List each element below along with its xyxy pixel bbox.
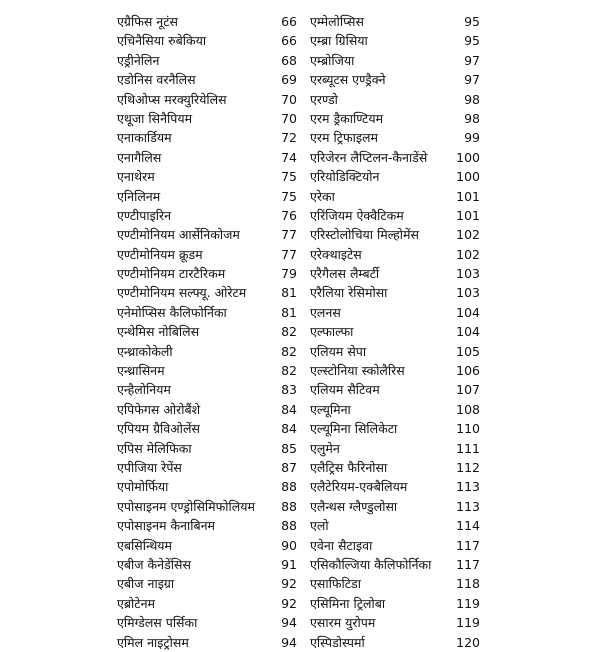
entry-page-number: 66 xyxy=(281,33,297,49)
entry-name: एण्टीमोनियम आर्सेनिकोजम xyxy=(117,227,240,243)
entry-page-number: 106 xyxy=(456,363,480,379)
entry-page-number: 98 xyxy=(464,110,480,126)
entry-name: एपोमोर्फिया xyxy=(117,479,169,495)
index-entry xyxy=(310,574,480,593)
index-entry xyxy=(310,70,480,89)
entry-name: एनाथेरम xyxy=(117,169,155,185)
index-entry xyxy=(310,264,480,283)
entry-name: एन्थेमिस नोबिलिस xyxy=(117,324,200,340)
entry-name: एवेना सैटाइवा xyxy=(310,537,373,553)
entry-page-number: 88 xyxy=(281,498,297,514)
index-entry xyxy=(117,400,297,419)
index-entry xyxy=(117,206,297,225)
index-entry xyxy=(117,148,297,167)
index-entry xyxy=(310,342,480,361)
entry-name: एरिजेरन लैप्टिलन-कैनाडेंसे xyxy=(310,149,428,165)
entry-page-number: 114 xyxy=(456,518,480,534)
index-entry xyxy=(117,497,297,516)
entry-page-number: 105 xyxy=(456,343,480,359)
entry-name: एरम ट्रिफाइलम xyxy=(310,130,378,146)
entry-page-number: 110 xyxy=(456,421,480,437)
entry-page-number: 111 xyxy=(456,440,480,456)
entry-page-number: 103 xyxy=(456,266,480,282)
index-entry xyxy=(117,516,297,535)
entry-page-number: 119 xyxy=(456,615,480,631)
entry-name: एरब्यूटस एण्ड्रैक्ने xyxy=(310,72,386,88)
entry-page-number: 97 xyxy=(464,72,480,88)
index-entry xyxy=(117,303,297,322)
entry-name: एपिफेगस ओरोबैंशे xyxy=(117,401,201,417)
entry-page-number: 97 xyxy=(464,52,480,68)
index-entry xyxy=(117,613,297,632)
entry-page-number: 117 xyxy=(456,537,480,553)
entry-name: एलियम सैटिवम xyxy=(310,382,380,398)
index-entry xyxy=(310,458,480,477)
index-entry xyxy=(117,361,297,380)
entry-page-number: 107 xyxy=(456,382,480,398)
index-entry xyxy=(310,555,480,574)
entry-page-number: 95 xyxy=(464,33,480,49)
entry-name: एण्टीपाइरिन xyxy=(117,207,172,223)
entry-name: एमिल नाइट्रोसम xyxy=(117,634,189,650)
entry-name: एल्यूमिना सिलिकेटा xyxy=(310,421,398,437)
entry-page-number: 81 xyxy=(281,285,297,301)
index-entry xyxy=(117,380,297,399)
entry-page-number: 84 xyxy=(281,401,297,417)
entry-name: एलैट्रिस फैरिनोसा xyxy=(310,459,388,475)
index-entry xyxy=(310,633,480,652)
entry-name: एग्रैफिस नूटंस xyxy=(117,14,178,29)
entry-name: एम्मेलोप्सिस xyxy=(310,14,364,29)
entry-name: एसारम युरोपम xyxy=(310,615,376,631)
entry-name: एपिस मेलिफिका xyxy=(117,440,192,456)
index-entry xyxy=(117,342,297,361)
entry-name: एब्रोटेनम xyxy=(117,595,156,611)
index-entry xyxy=(310,477,480,496)
entry-name: एमिग्डेलस पर्सिका xyxy=(117,615,198,631)
entry-page-number: 84 xyxy=(281,421,297,437)
entry-name: एस्पिडोस्पर्मा xyxy=(310,634,365,650)
entry-name: एनिलिनम xyxy=(117,188,161,204)
entry-name: एपोसाइनम एण्ड्रोसिमिफोलियम xyxy=(117,498,255,514)
entry-name: एसाफिटिडा xyxy=(310,576,361,592)
entry-name: एसिमिना ट्रिलोबा xyxy=(310,595,386,611)
entry-name: एरिंजियम ऐक्वैटिकम xyxy=(310,207,404,223)
index-entry xyxy=(310,594,480,613)
entry-name: एम्ब्रोजिया xyxy=(310,52,355,68)
index-entry xyxy=(310,516,480,535)
entry-page-number: 112 xyxy=(456,459,480,475)
entry-name: एरैलिया रेसिमोसा xyxy=(310,285,388,301)
entry-page-number: 98 xyxy=(464,91,480,107)
entry-name: एबसिन्थियम xyxy=(117,537,173,553)
entry-page-number: 77 xyxy=(281,246,297,262)
entry-page-number: 120 xyxy=(456,634,480,650)
entry-page-number: 100 xyxy=(456,149,480,165)
entry-page-number: 103 xyxy=(456,285,480,301)
entry-page-number: 94 xyxy=(281,634,297,650)
entry-page-number: 82 xyxy=(281,363,297,379)
entry-page-number: 108 xyxy=(456,401,480,417)
entry-page-number: 70 xyxy=(281,91,297,107)
index-entry xyxy=(310,31,480,50)
entry-page-number: 118 xyxy=(456,576,480,592)
index-entry xyxy=(117,555,297,574)
index-entry xyxy=(310,187,480,206)
entry-name: एचिनैसिया रुबेकिया xyxy=(117,33,207,49)
entry-name: एसिकौल्जिया कैलिफोर्निका xyxy=(310,556,432,572)
entry-page-number: 79 xyxy=(281,266,297,282)
entry-page-number: 94 xyxy=(281,615,297,631)
entry-page-number: 104 xyxy=(456,304,480,320)
entry-page-number: 76 xyxy=(281,207,297,223)
entry-page-number: 92 xyxy=(281,576,297,592)
entry-name: एलियम सेपा xyxy=(310,343,367,359)
index-entry xyxy=(310,303,480,322)
entry-name: एबीज नाइग्रा xyxy=(117,576,175,592)
index-entry xyxy=(117,264,297,283)
index-entry xyxy=(117,128,297,147)
entry-name: एरिस्टोलोचिया मिल्होमेंस xyxy=(310,227,419,243)
entry-name: एन्थ्राकोकेली xyxy=(117,343,173,359)
entry-page-number: 72 xyxy=(281,130,297,146)
entry-name: एरण्डो xyxy=(310,91,338,107)
index-entry xyxy=(117,633,297,652)
entry-page-number: 119 xyxy=(456,595,480,611)
entry-name: एथूजा सिनैपियम xyxy=(117,110,193,126)
entry-page-number: 104 xyxy=(456,324,480,340)
index-entry xyxy=(117,322,297,341)
entry-page-number: 77 xyxy=(281,227,297,243)
index-entry xyxy=(310,400,480,419)
index-entry xyxy=(310,536,480,555)
index-entry xyxy=(310,439,480,458)
entry-name: एपोसाइनम कैनाबिनम xyxy=(117,518,216,534)
index-entry xyxy=(310,245,480,264)
entry-page-number: 101 xyxy=(456,188,480,204)
entry-name: एनाकार्डियम xyxy=(117,130,172,146)
entry-page-number: 82 xyxy=(281,324,297,340)
index-entry xyxy=(117,167,297,186)
index-entry xyxy=(310,419,480,438)
index-entry xyxy=(117,70,297,89)
entry-name: एरम ड्रैकाण्टियम xyxy=(310,110,384,126)
entry-name: एलैटेरियम-एक्बैलियम xyxy=(310,479,408,495)
entry-name: एपियम ग्रैविओलेंस xyxy=(117,421,200,437)
index-entry xyxy=(117,187,297,206)
entry-name: एल्स्टोनिया स्कोलैरिस xyxy=(310,363,405,379)
entry-name: एलो xyxy=(310,518,329,534)
entry-page-number: 113 xyxy=(456,479,480,495)
entry-page-number: 88 xyxy=(281,518,297,534)
index-entry xyxy=(310,361,480,380)
entry-name: एबीज कैनेडेंसिस xyxy=(117,556,191,572)
entry-page-number: 113 xyxy=(456,498,480,514)
index-entry xyxy=(117,594,297,613)
index-entry xyxy=(117,31,297,50)
entry-page-number: 91 xyxy=(281,556,297,572)
entry-name: एल्यूमिना xyxy=(310,401,351,417)
entry-page-number: 75 xyxy=(281,188,297,204)
entry-name: एण्टीमोनियम क्रूडम xyxy=(117,246,203,262)
entry-page-number: 90 xyxy=(281,537,297,553)
entry-name: एरियोडिक्टियोन xyxy=(310,169,380,185)
entry-name: एडोनिस वरनैलिस xyxy=(117,72,196,88)
entry-page-number: 81 xyxy=(281,304,297,320)
entry-page-number: 95 xyxy=(464,14,480,29)
entry-page-number: 75 xyxy=(281,169,297,185)
index-entry xyxy=(310,380,480,399)
entry-page-number: 66 xyxy=(281,14,297,29)
index-entry xyxy=(310,206,480,225)
entry-name: एरेक्थाइटेस xyxy=(310,246,362,262)
index-entry xyxy=(117,439,297,458)
entry-name: एपीजिया रेपेंस xyxy=(117,459,182,475)
index-entry xyxy=(117,574,297,593)
index-entry xyxy=(117,245,297,264)
entry-page-number: 102 xyxy=(456,227,480,243)
index-entry xyxy=(117,90,297,109)
entry-name: एन्थ्रासिनम xyxy=(117,363,165,379)
index-entry xyxy=(117,12,297,31)
entry-page-number: 68 xyxy=(281,52,297,68)
index-entry xyxy=(310,283,480,302)
index-entry xyxy=(310,225,480,244)
entry-name: एथिओप्स मरक्युरियेलिस xyxy=(117,91,227,107)
entry-page-number: 102 xyxy=(456,246,480,262)
entry-page-number: 83 xyxy=(281,382,297,398)
entry-name: एल्फाल्फा xyxy=(310,324,354,340)
index-entry xyxy=(310,109,480,128)
index-entry xyxy=(310,167,480,186)
index-entry xyxy=(117,51,297,70)
index-entry xyxy=(310,90,480,109)
entry-name: एनागैलिस xyxy=(117,149,162,165)
entry-name: एलनस xyxy=(310,304,341,320)
entry-page-number: 99 xyxy=(464,130,480,146)
entry-name: एम्ब्रा ग्रिसिया xyxy=(310,33,368,49)
index-entry xyxy=(117,477,297,496)
entry-page-number: 69 xyxy=(281,72,297,88)
index-entry xyxy=(117,419,297,438)
entry-page-number: 70 xyxy=(281,110,297,126)
index-entry xyxy=(310,128,480,147)
entry-name: एड्रीनेलिन xyxy=(117,52,160,68)
entry-name: एन्हैलोनियम xyxy=(117,382,171,398)
index-entry xyxy=(117,458,297,477)
entry-page-number: 101 xyxy=(456,207,480,223)
entry-name: एलैन्थस ग्लैण्डुलोसा xyxy=(310,498,398,514)
entry-page-number: 88 xyxy=(281,479,297,495)
index-entry xyxy=(117,225,297,244)
index-entry xyxy=(117,109,297,128)
entry-page-number: 87 xyxy=(281,459,297,475)
entry-page-number: 92 xyxy=(281,595,297,611)
entry-name: एरैगैलस लैम्बर्टी xyxy=(310,266,380,282)
index-left-column xyxy=(117,12,297,652)
entry-page-number: 74 xyxy=(281,149,297,165)
entry-name: एरेका xyxy=(310,188,335,204)
entry-page-number: 100 xyxy=(456,169,480,185)
index-entry xyxy=(310,497,480,516)
index-entry xyxy=(117,283,297,302)
index-entry xyxy=(310,613,480,632)
index-entry xyxy=(310,12,480,31)
entry-name: एनेमोप्सिस कैलिफोर्निका xyxy=(117,304,227,320)
entry-name: एण्टीमोनियम सल्फ्यू. ओरेटम xyxy=(117,285,247,301)
entry-name: एण्टीमोनियम टारटैरिकम xyxy=(117,266,226,282)
entry-name: एलुमेन xyxy=(310,440,340,456)
index-entry xyxy=(117,536,297,555)
index-right-column xyxy=(310,12,480,652)
entry-page-number: 85 xyxy=(281,440,297,456)
entry-page-number: 82 xyxy=(281,343,297,359)
entry-page-number: 117 xyxy=(456,556,480,572)
index-entry xyxy=(310,148,480,167)
index-entry xyxy=(310,51,480,70)
index-entry xyxy=(310,322,480,341)
